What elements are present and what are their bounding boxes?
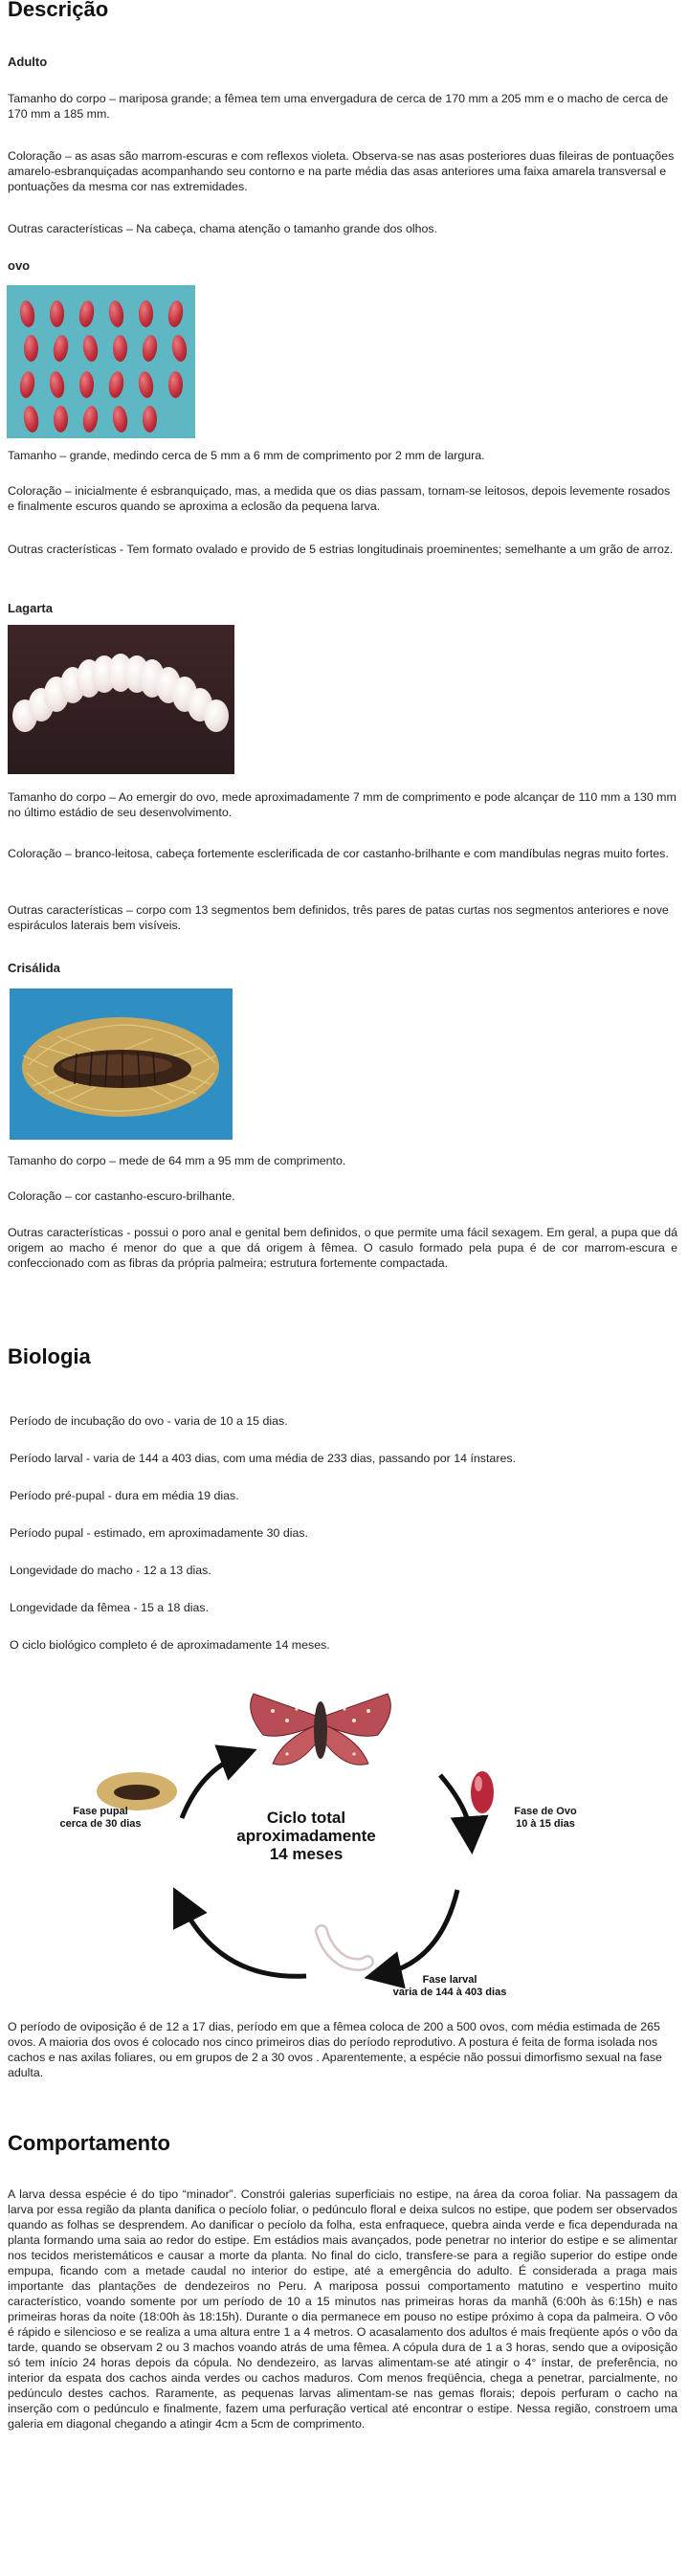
- bio-item-pupal: Período pupal - estimado, em aproximadamente 30 dias.: [10, 1526, 309, 1540]
- larval-phase-label: [364, 1974, 536, 1999]
- egg: [78, 300, 96, 328]
- cycle-center-line3: 14 meses: [269, 1845, 344, 1863]
- egg: [107, 300, 125, 328]
- bio-item-incubacao: Período de incubação do ovo - varia de 10 a 15 dias.: [10, 1414, 288, 1428]
- egg: [170, 334, 189, 363]
- chrysalis-illustration: [10, 988, 233, 1140]
- egg: [166, 300, 185, 328]
- bio-item-prepupal: Período pré-pupal - dura em média 19 dias.: [10, 1489, 239, 1502]
- egg: [113, 335, 127, 362]
- egg-phase-label: [493, 1806, 598, 1831]
- pupal-phase-label: [38, 1806, 163, 1831]
- adulto-outras: Outras características – Na cabeça, chama atenção o tamanho grande dos olhos.: [8, 222, 438, 235]
- egg: [111, 405, 129, 433]
- adulto-tamanho: Tamanho do corpo – mariposa grande; a fêmea tem uma envergadura de cerca de 170 mm a 205 mm e o macho de cerca de 170 mm a 185 mm.: [8, 92, 669, 121]
- ovo-outras: Outras cracterísticas - Tem formato ovalado e provido de 5 estrias longitudinais proeminentes; semelhante a um grão de arroz.: [8, 543, 674, 556]
- egg: [54, 406, 68, 433]
- egg: [137, 370, 155, 399]
- ovo-line1: Fase de Ovo: [514, 1806, 577, 1817]
- pupal-line2: cerca de 30 dias: [59, 1818, 142, 1830]
- moth-illustration: [251, 1694, 391, 1765]
- egg: [22, 405, 40, 433]
- pupal-line1: Fase pupal: [73, 1806, 128, 1817]
- lagarta-outras: Outras características – corpo com 13 segmentos bem definidos, três pares de patas curtas nos segmentos anteriores e nove espiráculos laterais bem visíveis.: [8, 903, 669, 932]
- cycle-center-line2: aproximadamente: [236, 1827, 376, 1845]
- cycle-center-label: [211, 1809, 402, 1863]
- section-title-comportamento: Comportamento: [8, 2131, 170, 2155]
- egg: [50, 300, 64, 327]
- larva-illustration: [322, 1931, 367, 1965]
- egg: [81, 405, 100, 433]
- heading-ovo: ovo: [8, 258, 31, 273]
- crisalida-tamanho: Tamanho do corpo – mede de 64 mm a 95 mm de comprimento.: [8, 1154, 346, 1167]
- lagarta-coloracao: Coloração – branco-leitosa, cabeça fortemente esclerificada de cor castanho-brilhante e com mandíbulas negras muito fortes.: [8, 847, 669, 860]
- egg: [79, 371, 94, 398]
- bio-item-macho: Longevidade do macho - 12 a 13 dias.: [10, 1564, 211, 1577]
- arrow-egg-to-larva: [383, 1890, 457, 1974]
- egg-image: [7, 285, 195, 438]
- section-title-biologia: Biologia: [8, 1344, 91, 1368]
- egg: [52, 334, 70, 363]
- ovo-tamanho: Tamanho – grande, medindo cerca de 5 mm a 6 mm de comprimento por 2 mm de largura.: [8, 449, 485, 462]
- lagarta-tamanho: Tamanho do corpo – Ao emergir do ovo, mede aproximadamente 7 mm de comprimento e pode alcançar de 110 mm a 130 mm no último estádio de seu desenvolvimento.: [8, 790, 677, 819]
- egg: [143, 406, 157, 433]
- egg: [18, 370, 36, 399]
- bio-ciclo: O ciclo biológico completo é de aproximadamente 14 meses.: [10, 1638, 330, 1652]
- egg: [81, 334, 100, 363]
- heading-lagarta: Lagarta: [8, 601, 53, 615]
- adulto-coloracao: Coloração – as asas são marrom-escuras e com reflexos violeta. Observa-se nas asas posteriores duas fileiras de pontuações amarelo-esbranquiçadas acompanhando seu contorno e na parte média das asas anteriores uma faixa amarela transversal e pontuações da mesma cor nas extremidades.: [8, 149, 675, 193]
- crisalida-coloracao: Coloração – cor castanho-escuro-brilhante.: [8, 1189, 235, 1203]
- arrow-larva-to-pupa: [182, 1904, 306, 1976]
- cycle-center-line1: Ciclo total: [266, 1809, 346, 1827]
- section-title-descricao: Descrição: [8, 0, 109, 21]
- life-cycle-diagram: [38, 1675, 612, 2005]
- heading-adulto: Adulto: [8, 55, 48, 69]
- heading-crisalida: Crisálida: [8, 961, 60, 975]
- egg: [48, 370, 66, 399]
- ovo-line2: 10 à 15 dias: [516, 1818, 575, 1830]
- egg-illustration: [471, 1771, 494, 1813]
- chrysalis-image: [10, 988, 233, 1140]
- comportamento-text: A larva dessa espécie é do tipo “minador”. Constrói galerias superficiais no estipe, na área da coroa foliar. Na passagem da larva por essa região da planta danifica o pecíolo foliar, o pedúnculo floral e deixa sulcos no estipe, que podem ser observados quando as folhas se desprendem. Ao danificar o pecíolo da folha, esta enfraquece, quebra ainda verde e fica dependurada na planta formando uma saia ao redor do estipe. Em estádios mais avançados, pode penetrar no interior do estipe e se alimentar nos tecidos meristemáticos e causar a morte da planta. No final do ciclo, transfere-se para a região superior do estipe onde empupa, ficando com a metade caudal no interior do estipe, até a emergência do adulto. É considerada a praga mais importante das plantações de dendezeiros no Peru. A mariposa possui comportamento matutino e vespertino muito característico, voando somente por um período de 10 a 15 minutos nas primeiras horas da manhã (6:00h às 6:15h) e nas primeiras horas da noite (18:00h às 18:15h). Durante o dia permanece em pouso no estipe próximo à copa da palmeira. O vôo é rápido e silencioso e se realiza a uma altura entre 1 a 4 metros. O acasalamento dos adultos é mais freqüente após o vôo da tarde, quando se observam 2 ou 3 machos voando atrás de uma fêmea. A cópula dura de 1 a 3 horas, sendo que a oviposição só tem início 24 horas depois da cópula. No dendezeiro, as larvas alimentam-se até atingir o 4° ínstar, de preferência, no interior da espata dos cachos ainda verdes ou cachos maduros. Com menos freqüência, chega a penetrar, parcialmente, no pedúnculo destes cachos. Raramente, as pequenas larvas alimentam-se nas gemas florais; depois perfuram o cacho na inserção com o pedúnculo e finalmente, fazem uma perfuração vertical até encontrar o estipe. Nessa região, constroem uma galeria em diagonal chegando a atingir 4cm a 5cm de comprimento.: [8, 2187, 677, 2431]
- larval-line2: varia de 144 à 403 dias: [392, 1987, 507, 1998]
- bio-item-femea: Longevidade da fêmea - 15 a 18 dias.: [10, 1601, 210, 1614]
- egg: [139, 300, 153, 327]
- egg: [107, 370, 125, 399]
- egg: [168, 371, 183, 398]
- bio-oviposicao: O período de oviposição é de 12 a 17 dias, período em que a fêmea coloca de 200 a 500 ovos, com média estimada de 265 ovos. A maioria dos ovos é colocado nos cinco primeiros dias do período reprodutivo. A postura é feita de forma isolada nos cachos e nas axilas foliares, ou em grupos de 2 a 30 ovos . Aparentemente, a espécie não possui dimorfismo sexual na fase adulta.: [8, 2020, 662, 2079]
- larval-line1: Fase larval: [422, 1974, 477, 1986]
- pupa-illustration: [97, 1772, 177, 1810]
- egg: [18, 300, 36, 328]
- larva-segment: [204, 700, 229, 732]
- egg: [141, 334, 159, 363]
- bio-item-larval: Período larval - varia de 144 a 403 dias, com uma média de 233 dias, passando por 14 ínstares.: [10, 1452, 516, 1465]
- egg: [24, 335, 38, 362]
- crisalida-outras: Outras características - possui o poro anal e genital bem definidos, o que permite uma fácil sexagem. Em geral, a pupa que dá origem ao macho é menor do que a que dá origem à fêmea. O casulo formado pela pupa é de cor marrom-escura e confeccionado com as fibras da própria palmeira; estrutura fortemente compactada.: [8, 1226, 677, 1270]
- ovo-coloracao: Coloração – inicialmente é esbranquiçado, mas, a medida que os dias passam, tornam-se leitosos, depois levemente rosados e finalmente escuros quando se aproxima a eclosão da pequena larva.: [8, 484, 671, 513]
- larva-image: [8, 625, 234, 774]
- arrow-adult-to-egg: [440, 1775, 471, 1835]
